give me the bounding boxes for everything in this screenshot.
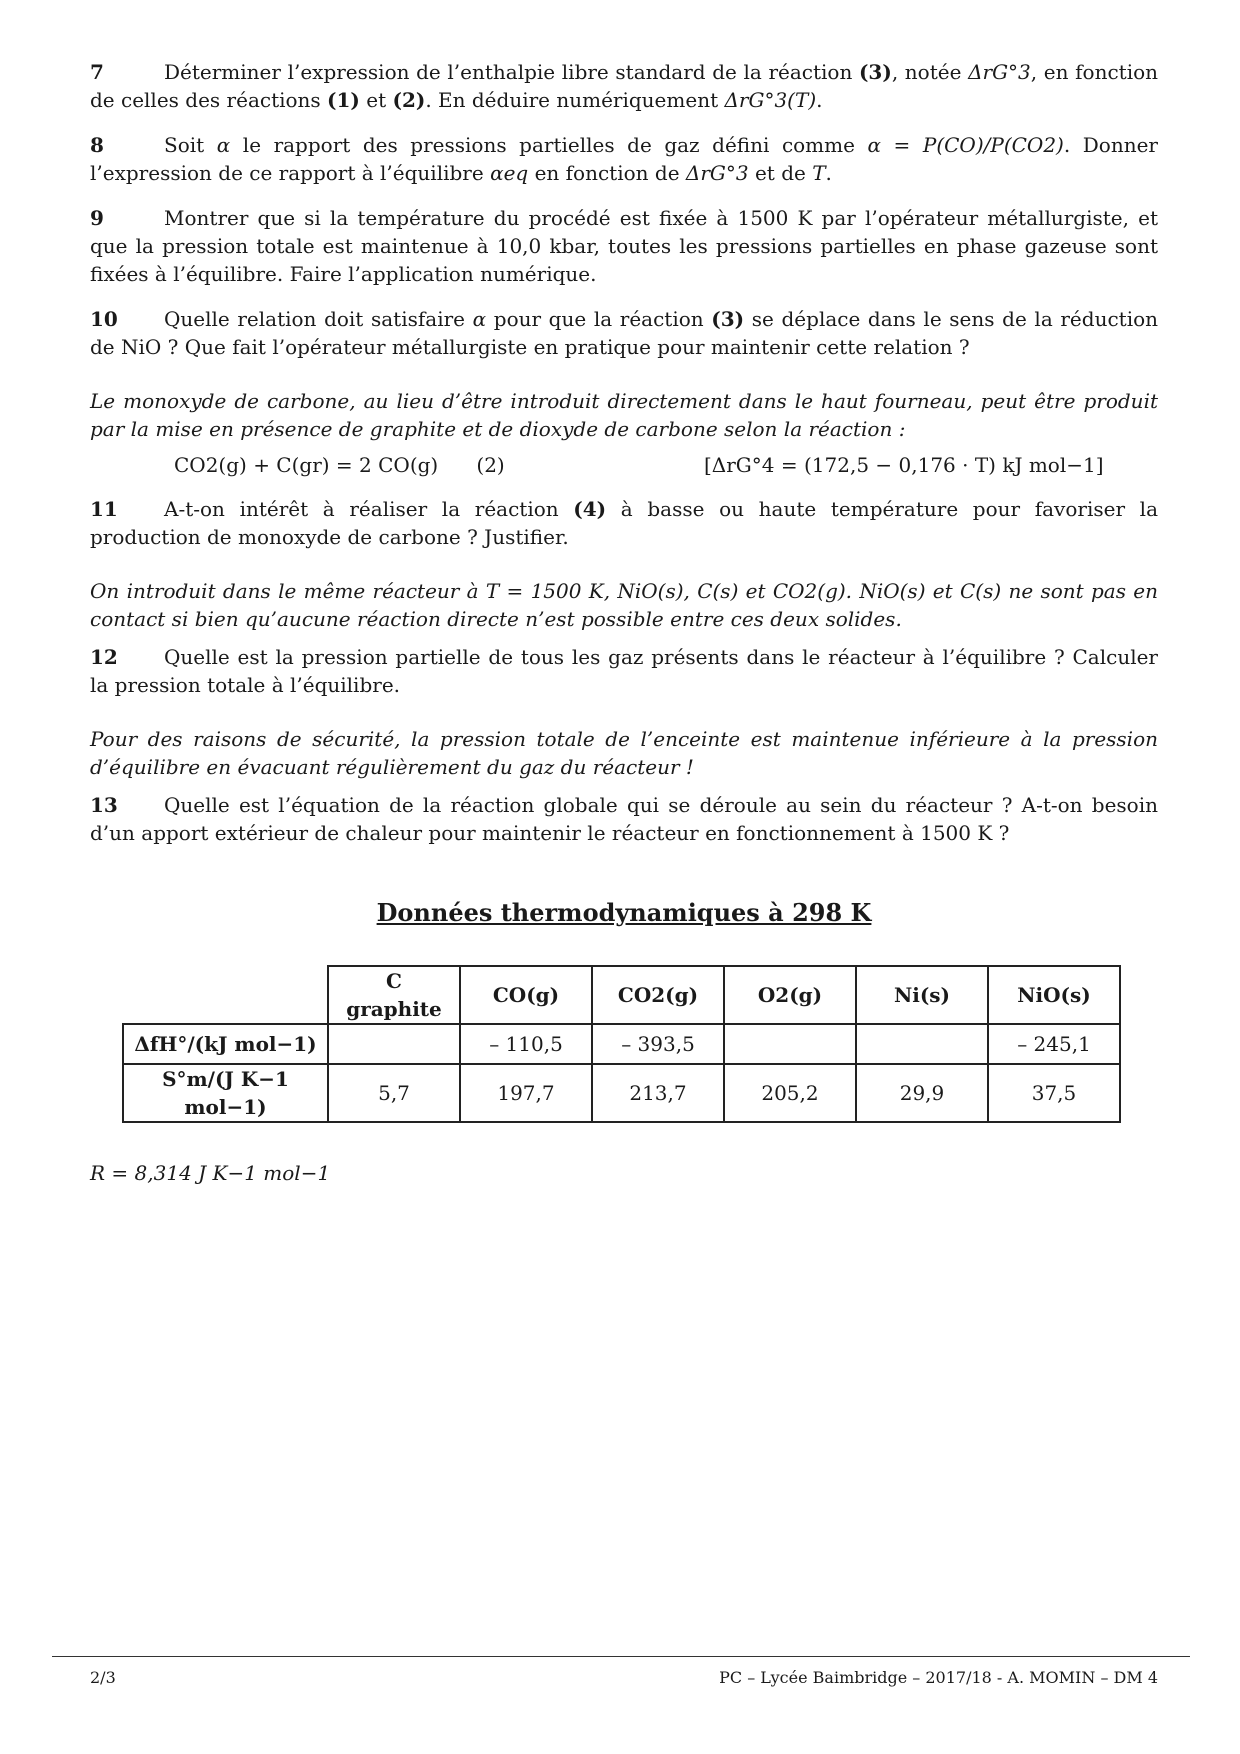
reaction-formula: CO2(g) + C(gr) = 2 CO(g) [174,453,439,477]
math-symbol: ΔrG°3 [968,60,1031,84]
reaction-label: (2) [476,453,505,477]
column-header: CO2(g) [592,966,724,1024]
question-number: 7 [90,60,104,84]
column-header: Ni(s) [856,966,988,1024]
question-11: 11 A-t-on intérêt à réaliser la réaction (4) à basse ou haute température pour favoriser la production de monoxyde de carbone ? Justifier. [90,497,1158,549]
row-label: ΔfH°/(kJ mol−1) [123,1024,328,1064]
question-7: 7 Déterminer l’expression de l’enthalpie libre standard de la réaction (3), notée ΔrG°3, en fonction de celles des réactions (1) et (2). En déduire numériquement ΔrG°3(T). [90,60,1159,112]
intro-paragraph-2: On introduit dans le même réacteur à T = 1500 K, NiO(s), C(s) et CO2(g). NiO(s) et C(s) ne sont pas en contact si bien qu’aucune réaction directe n’est possible entre ces deux solides. [90,579,1158,631]
column-header: O2(g) [724,966,856,1024]
question-number: 10 [90,307,118,331]
table-cell: – 110,5 [460,1024,592,1064]
question-12: 12 Quelle est la pression partielle de tous les gaz présents dans le réacteur à l’équilibre ? Calculer la pression totale à l’équilibre. [90,645,1158,697]
question-number: 9 [90,206,104,230]
column-header: NiO(s) [988,966,1120,1024]
table-cell: 205,2 [724,1064,856,1122]
footer-source: PC – Lycée Baimbridge – 2017/18 - A. MOMIN – DM 4 [719,1668,1158,1687]
table-cell: 213,7 [592,1064,724,1122]
gas-constant: R = 8,314 J K−1 mol−1 [90,1161,331,1185]
column-header: CO(g) [460,966,592,1024]
thermo-data-table [122,965,1121,1123]
table-header-row [123,966,1120,1024]
question-8: 8 Soit α le rapport des pressions partielles de gaz défini comme α = P(CO)/P(CO2). Donner l’expression de ce rapport à l’équilibre αeq en fonction de ΔrG°3 et de T. [90,133,1158,185]
table-cell: – 245,1 [988,1024,1120,1064]
question-number: 13 [90,793,118,817]
question-number: 12 [90,645,118,669]
table-cell: 5,7 [328,1064,460,1122]
table-cell: 29,9 [856,1064,988,1122]
data-section-title: Données thermodynamiques à 298 K [376,898,872,927]
column-header: C graphite [328,966,460,1024]
table-cell [328,1024,460,1064]
intro-paragraph-3: Pour des raisons de sécurité, la pression totale de l’enceinte est maintenue inférieure à la pression d’équilibre en évacuant régulièrement du gaz du réacteur ! [90,727,1158,779]
reaction-equation [90,451,1158,479]
intro-paragraph-1: Le monoxyde de carbone, au lieu d’être introduit directement dans le haut fourneau, peut être produit par la mise en présence de graphite et de dioxyde de carbone selon la réaction : [90,389,1158,441]
page-number: 2/3 [90,1668,116,1687]
document-page [90,58,1158,1187]
question-10: 10 Quelle relation doit satisfaire α pour que la réaction (3) se déplace dans le sens de la réduction de NiO ? Que fait l’opérateur métallurgiste en pratique pour maintenir cette relation ? [90,307,1159,359]
table-cell: – 393,5 [592,1024,724,1064]
math-symbol: ΔrG°3(T) [724,88,817,112]
row-label: S°m/(J K−1 mol−1) [123,1064,328,1122]
footer-divider [52,1656,1190,1657]
table-cell: 37,5 [988,1064,1120,1122]
question-9: 9 Montrer que si la température du procédé est fixée à 1500 K par l’opérateur métallurgiste, et que la pression totale est maintenue à 10,0 kbar, toutes les pressions partielles en phase gazeuse sont fixées à l’équilibre. Faire l’application numérique. [90,206,1158,286]
question-number: 8 [90,133,104,157]
table-row [123,1064,1120,1122]
table-cell [724,1024,856,1064]
reaction-gibbs: [ΔrG°4 = (172,5 − 0,176 · T) kJ mol−1] [704,453,1104,477]
table-cell: 197,7 [460,1064,592,1122]
question-number: 11 [90,497,118,521]
question-13: 13 Quelle est l’équation de la réaction globale qui se déroule au sein du réacteur ? A-t-on besoin d’un apport extérieur de chaleur pour maintenir le réacteur en fonctionnement à 1500 K ? [90,793,1158,845]
table-cell [856,1024,988,1064]
table-row [123,1024,1120,1064]
